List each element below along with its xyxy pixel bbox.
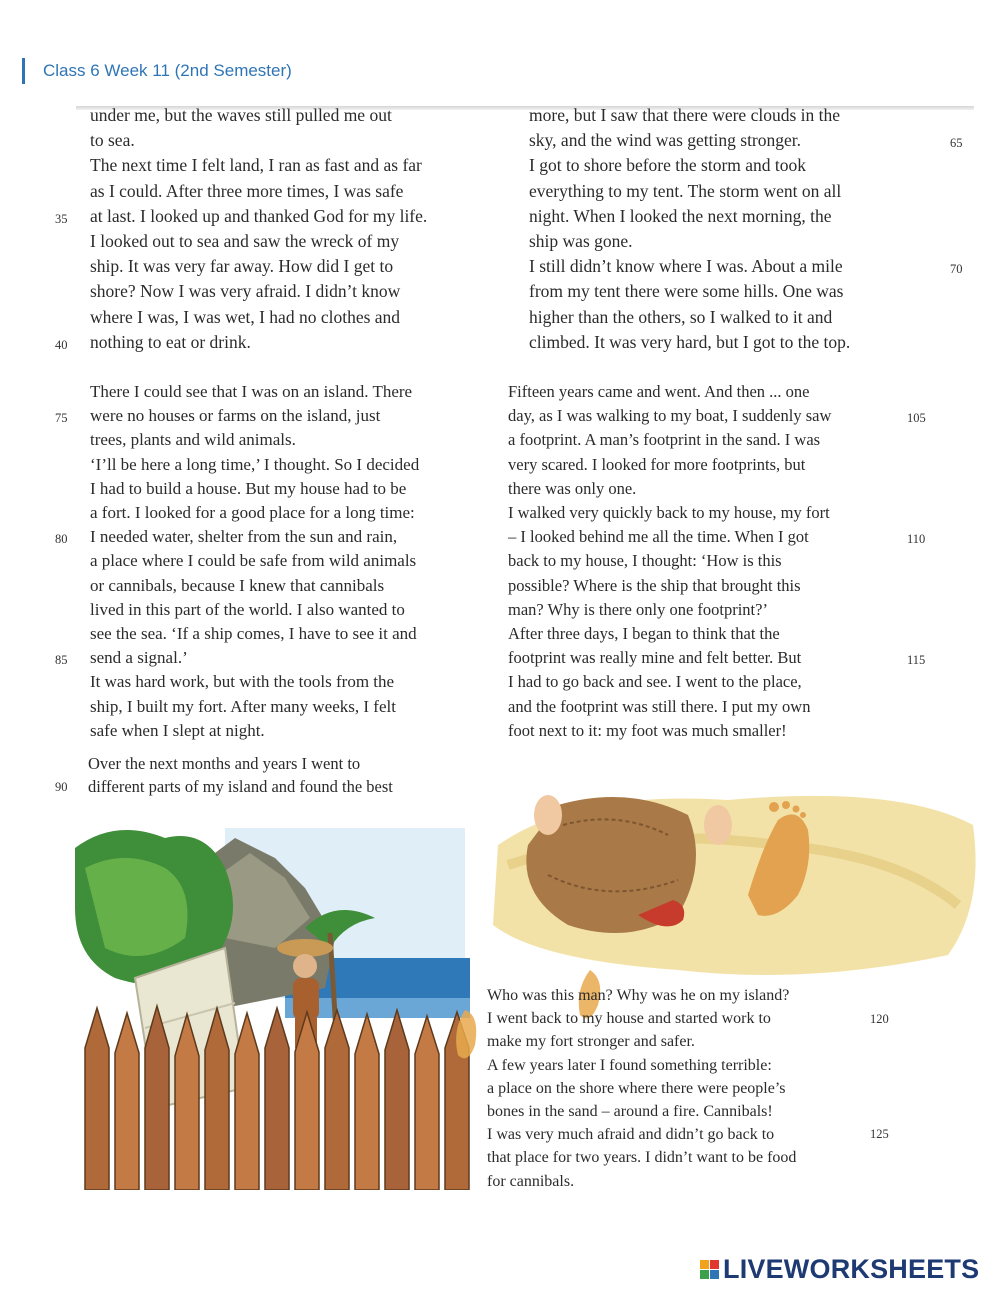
text-line: Fifteen years came and went. And then ... one (508, 382, 810, 401)
text-line: a footprint. A man’s footprint in the sand. I was (508, 430, 821, 450)
liveworksheets-logo[interactable] (700, 1254, 979, 1285)
line-number: 40 (55, 338, 68, 352)
text-line: see the sea. ‘If a ship comes, I have to see it and (90, 624, 417, 644)
text-line: night. When I looked the next morning, the (529, 205, 832, 226)
text-line: where I was, I was wet, I had no clothes and (90, 306, 401, 327)
text-line: a fort. I looked for a good place for a long time: (90, 503, 415, 523)
logo-grid-icon (700, 1260, 719, 1279)
text-line: ship, I built my fort. After many weeks, I felt (90, 696, 396, 716)
text-block-left-mid (90, 380, 419, 743)
text-line: I was very much afraid and didn’t go back to (487, 1126, 775, 1144)
text-line: foot next to it: my foot was much smaller! (508, 720, 787, 740)
text-block-right-low (487, 984, 796, 1193)
text-line: there was only one. (508, 478, 637, 498)
line-number: 90 (55, 780, 68, 794)
text-line: There I could see that I was on an island. There (90, 382, 413, 401)
line-number: 70 (950, 262, 963, 276)
text-line: everything to my tent. The storm went on all (529, 180, 842, 201)
text-line: Who was this man? Why was he on my island? (487, 987, 790, 1004)
line-number: 80 (55, 532, 68, 546)
text-line: safe when I slept at night. (90, 720, 265, 740)
text-line: ‘I’ll be here a long time,’ I thought. So I decided (90, 454, 420, 474)
text-line: as I could. After three more times, I was safe (90, 180, 404, 201)
text-line: ship was gone. (529, 231, 633, 252)
text-line: I went back to my house and started work to (487, 1010, 771, 1028)
text-line: a place on the shore where there were people’s (487, 1079, 786, 1097)
text-block-right-mid (508, 380, 831, 743)
text-line: I looked out to sea and saw the wreck of my (90, 231, 400, 252)
text-line: It was hard work, but with the tools from the (90, 672, 395, 692)
line-number: 85 (55, 653, 68, 667)
text-line: that place for two years. I didn’t want to be food (487, 1149, 797, 1167)
line-number: 35 (55, 212, 68, 226)
text-line: I had to go back and see. I went to the place, (508, 672, 802, 692)
text-line: bones in the sand – around a fire. Cannibals! (487, 1103, 773, 1121)
line-number: 110 (907, 532, 926, 546)
line-number: 105 (907, 411, 926, 425)
text-block-left-top (90, 103, 427, 355)
text-line: at last. I looked up and thanked God for my life. (90, 205, 428, 226)
line-number: 125 (870, 1127, 889, 1141)
text-line: I still didn’t know where I was. About a mile (529, 256, 843, 277)
footprint-illustration (478, 785, 984, 985)
text-line: A few years later I found something terrible: (487, 1056, 772, 1074)
text-line: make my fort stronger and safer. (487, 1033, 695, 1051)
text-line: were no houses or farms on the island, just (90, 406, 381, 426)
text-line: footprint was really mine and felt better. But (508, 648, 802, 668)
line-number: 115 (907, 653, 926, 667)
text-line: climbed. It was very hard, but I got to the top. (529, 331, 851, 352)
text-line: Over the next months and years I went to (88, 754, 361, 773)
page-header (22, 58, 292, 84)
text-line: day, as I was walking to my boat, I suddenly saw (508, 406, 832, 426)
text-line: back to my house, I thought: ‘How is this (508, 551, 782, 571)
line-number: 75 (55, 411, 68, 425)
text-line: nothing to eat or drink. (90, 331, 251, 352)
text-line: After three days, I began to think that the (508, 624, 780, 644)
text-line: – I looked behind me all the time. When I got (508, 527, 809, 547)
line-number: 120 (870, 1012, 889, 1026)
line-number: 65 (950, 136, 963, 150)
text-line: The next time I felt land, I ran as fast and as far (90, 155, 422, 176)
text-line: lived in this part of the world. I also wanted to (90, 599, 405, 619)
text-line: I had to build a house. But my house had to be (90, 478, 407, 498)
text-line: to sea. (90, 130, 135, 151)
text-line: very scared. I looked for more footprints, but (508, 454, 806, 474)
text-line: under me, but the waves still pulled me out (90, 105, 392, 125)
text-line: from my tent there were some hills. One was (529, 281, 844, 302)
text-line: for cannibals. (487, 1172, 575, 1190)
text-line: possible? Where is the ship that brought this (508, 575, 801, 595)
text-line: sky, and the wind was getting stronger. (529, 130, 802, 151)
text-line: I needed water, shelter from the sun and rain, (90, 527, 398, 547)
text-line: send a signal.’ (90, 648, 188, 668)
text-block-right-top (529, 103, 850, 355)
text-line: higher than the others, so I walked to it and (529, 306, 833, 327)
text-line: man? Why is there only one footprint?’ (508, 599, 768, 619)
text-line: shore? Now I was very afraid. I didn’t know (90, 281, 401, 302)
text-line: I got to shore before the storm and took (529, 155, 807, 176)
text-line: ship. It was very far away. How did I get to (90, 256, 394, 277)
text-line: trees, plants and wild animals. (90, 430, 296, 450)
text-line: a place where I could be safe from wild animals (90, 551, 417, 571)
header-title: Class 6 Week 11 (2nd Semester) (43, 61, 292, 80)
text-line: different parts of my island and found the best (88, 777, 393, 796)
text-line: I walked very quickly back to my house, my fort (508, 503, 830, 523)
fort-illustration (75, 808, 470, 1190)
text-line: and the footprint was still there. I put my own (508, 696, 811, 716)
text-line: more, but I saw that there were clouds in the (529, 105, 841, 125)
text-line: or cannibals, because I knew that cannibals (90, 575, 385, 595)
text-block-left-low (88, 752, 393, 798)
logo-text: LIVEWORKSHEETS (723, 1254, 980, 1284)
